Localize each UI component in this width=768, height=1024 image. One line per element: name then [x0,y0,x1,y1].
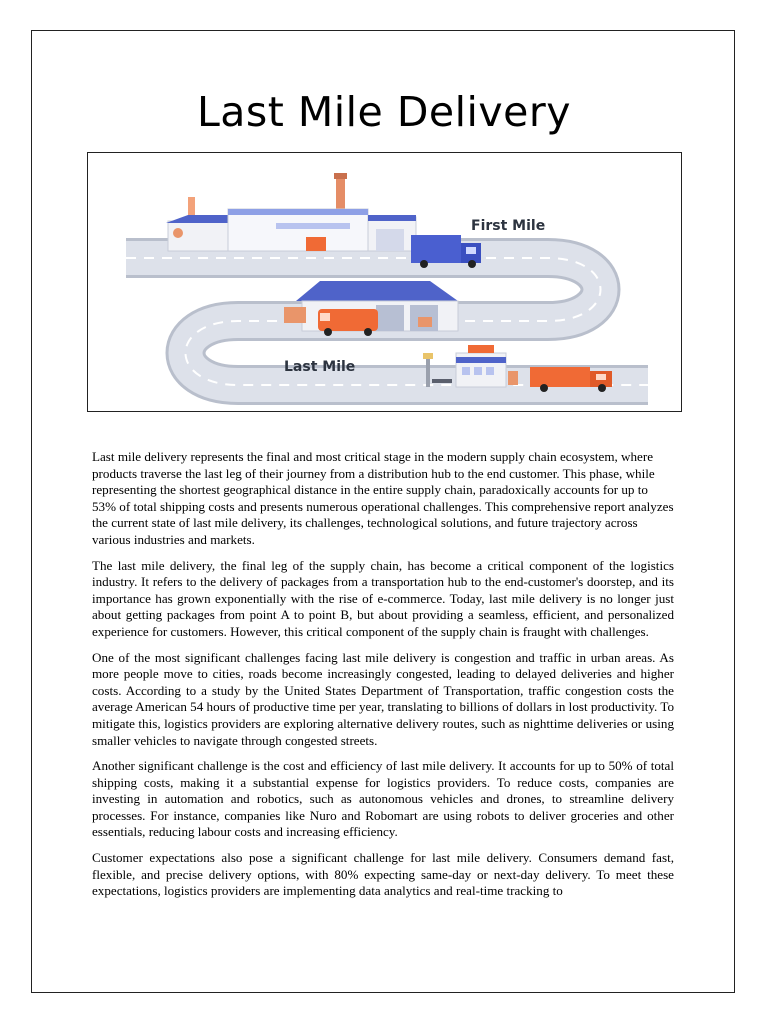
paragraph-expectations: Customer expectations also pose a significant challenge for last mile delivery. Consumers demand fast, flexible, and precise delivery options, with 80% expecting same-day or next-day delivery. To meet these expectations, logistics providers are implementing data analytics and real-time tracking to [92,850,674,899]
last-mile-label: Last Mile [284,359,356,375]
paragraph-congestion: One of the most significant challenges facing last mile delivery is congestion and traffic in urban areas. As more people move to cities, roads become increasingly congested, leading to delayed deliveries and higher costs. According to a study by the United States Department of Transportation, traffic congestion costs the average American 54 hours of productive time per year, translating to billions of dollars in lost productivity. To mitigate this, logistics providers are exploring alternative delivery routes, such as nighttime deliveries or using smaller vehicles to navigate through congested streets. [92,649,674,748]
paragraph-overview: The last mile delivery, the final leg of the supply chain, has become a critical component of the logistics industry. It refers to the delivery of packages from a transportation hub to the end-customer's doorstep, and its importance has grown exponentially with the rise of e-commerce. Today, last mile delivery is no longer just about getting packages from point A to point B, but about providing a seamless, efficient, and personalized experience for customers. However, this critical component of the supply chain is fraught with challenges. [92,557,674,639]
paragraph-cost: Another significant challenge is the cost and efficiency of last mile delivery. It accounts for up to 50% of total shipping costs, making it a substantial expense for logistics providers. To reduce costs, companies are investing in automation and robotics, such as autonomous vehicles and drones, to streamline delivery processes. For instance, companies like Nuro and Robomart are using robots to deliver groceries and other essentials, reducing labour costs and increasing efficiency. [92,758,674,840]
delivery-illustration [88,153,681,411]
body-text [92,449,674,909]
first-mile-label: First Mile [471,218,546,234]
factory-icon [166,173,416,251]
illustration-figure [87,152,682,412]
document-title: Last Mile Delivery [196,88,572,136]
paragraph-intro: Last mile delivery represents the final and most critical stage in the modern supply chain ecosystem, where products traverse the last leg of their journey from a distribution hub to the end customer. This phase, while representing the shortest geographical distance in the entire supply chain, paradoxically accounts for up to 53% of total shipping costs and presents numerous operational challenges. This comprehensive report analyzes the current state of last mile delivery, its challenges, technological solutions, and future trajectory across various industries and markets. [92,449,674,547]
